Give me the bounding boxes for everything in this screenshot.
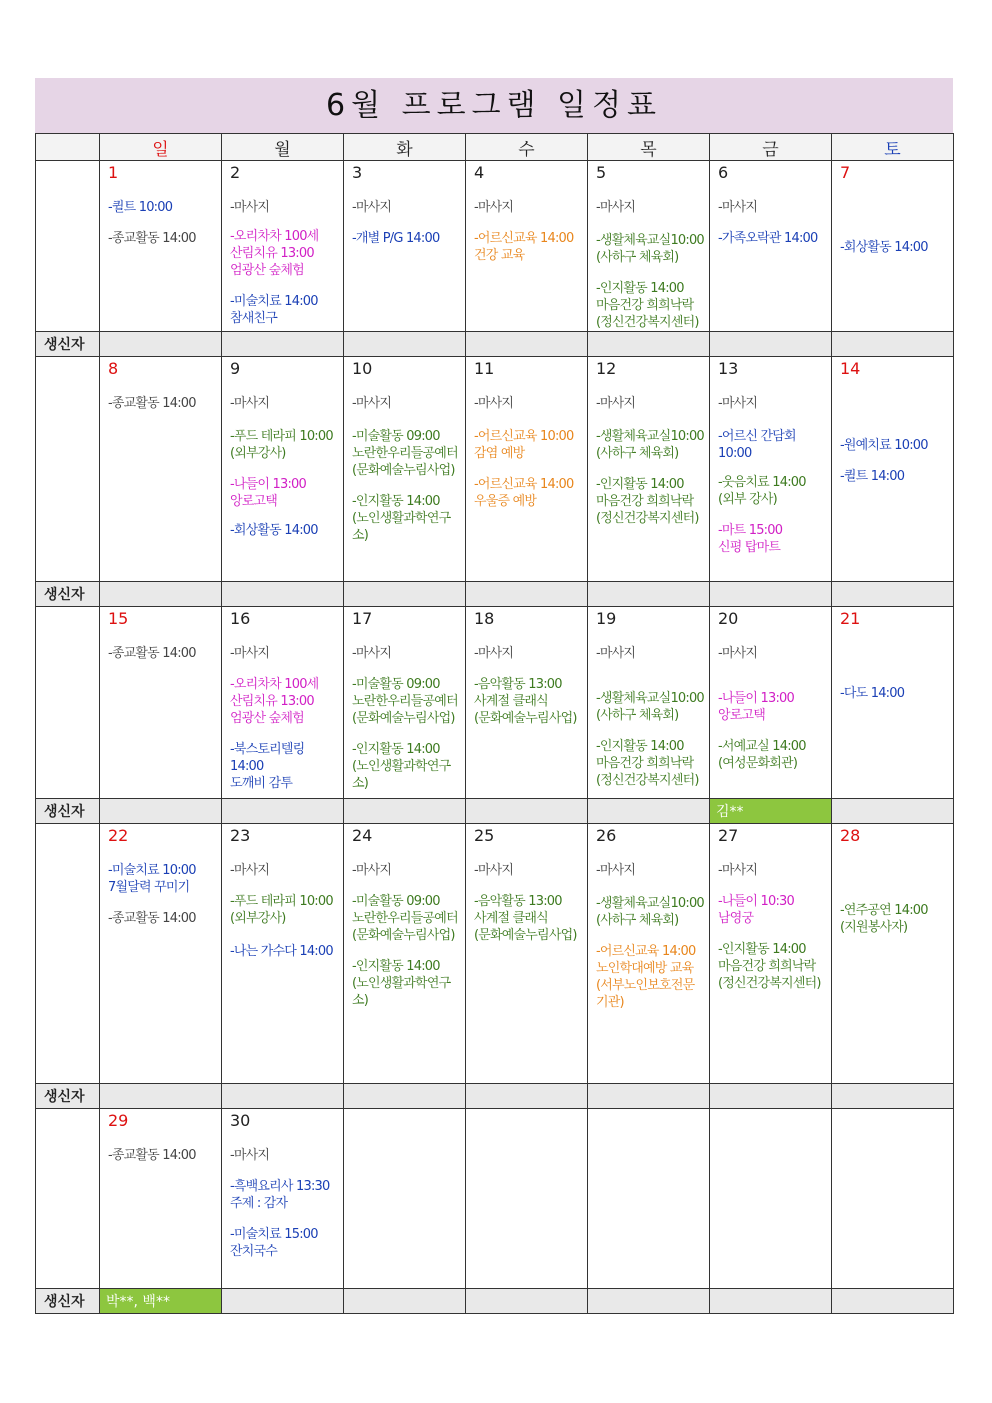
day-cell — [222, 607, 344, 799]
schedule-page — [35, 78, 953, 1314]
event-item: -어르신교육 14:00 우울증 예방 — [474, 477, 574, 509]
day-cell — [588, 161, 710, 332]
weekday-tue: 화 — [344, 134, 466, 161]
day-number: 28 — [840, 826, 861, 845]
birthday-cell — [344, 799, 466, 824]
event-item: -생활체육교실10:00 (사하구 체육회) — [596, 233, 704, 265]
week-label-cell — [36, 161, 100, 332]
birthday-label: 생신자 — [36, 1289, 100, 1314]
event-item: -마사지 — [596, 863, 636, 878]
event-item: -마사지 — [596, 200, 636, 215]
event-item: -흑백요리사 13:30 주제 : 감자 — [230, 1179, 330, 1211]
birthday-cell — [466, 1084, 588, 1109]
day-number: 13 — [718, 359, 739, 378]
event-item: -인지활동 14:00 마음건강 희희낙락 (정신건강복지센터) — [596, 477, 699, 526]
event-item: -마사지 — [352, 863, 392, 878]
event-item: -마사지 — [474, 396, 514, 411]
birthday-cell — [100, 332, 222, 357]
event-item: -연주공연 14:00 (지원봉사자) — [840, 903, 928, 935]
day-cell — [100, 1109, 222, 1289]
day-number: 7 — [840, 163, 851, 182]
day-cell — [100, 357, 222, 582]
event-item: -미술활동 09:00 노란한우리들공예터 (문화예술누림사업) — [352, 894, 458, 943]
event-item: -인지활동 14:00 마음건강 희희낙락 (정신건강복지센터) — [718, 942, 821, 991]
day-cell — [466, 357, 588, 582]
birthday-cell — [588, 332, 710, 357]
birthday-cell — [100, 799, 222, 824]
birthday-cell — [832, 1084, 954, 1109]
birthday-cell — [344, 1289, 466, 1314]
day-number: 2 — [230, 163, 241, 182]
birthday-row — [36, 1289, 954, 1314]
page-title: 6월 프로그램 일정표 — [35, 78, 953, 133]
birthday-row — [36, 1084, 954, 1109]
weekday-wed: 수 — [466, 134, 588, 161]
event-item: -푸드 테라피 10:00 (외부강사) — [230, 894, 333, 926]
event-item: -종교활동 14:00 — [108, 646, 196, 661]
event-item: -회상활동 14:00 — [840, 240, 928, 255]
event-item: -생활체육교실10:00 (사하구 체육회) — [596, 691, 704, 723]
birthday-cell — [710, 1289, 832, 1314]
birthday-cell — [466, 582, 588, 607]
birthday-cell — [832, 1289, 954, 1314]
birthday-row — [36, 332, 954, 357]
day-cell — [710, 1109, 832, 1289]
day-number: 15 — [108, 609, 129, 628]
event-item: -종교활동 14:00 — [108, 911, 196, 926]
day-number — [474, 1111, 587, 1133]
day-cell — [710, 161, 832, 332]
day-number — [596, 1111, 709, 1133]
day-number — [718, 1111, 831, 1133]
event-item: -음악활동 13:00 사계절 클래식 (문화예술누림사업) — [474, 677, 577, 726]
event-item: -북스토리텔링 14:00 도깨비 감투 — [230, 742, 305, 791]
day-cell — [344, 824, 466, 1084]
event-item: -마사지 — [230, 396, 270, 411]
weekday-sat: 토 — [832, 134, 954, 161]
event-item: -마사지 — [718, 200, 758, 215]
week-row — [36, 1109, 954, 1289]
event-item: -마사지 — [352, 396, 392, 411]
event-item: -원예치료 10:00 — [840, 438, 928, 453]
birthday-cell — [100, 1084, 222, 1109]
event-item: -퀼트 10:00 — [108, 200, 173, 215]
day-cell — [832, 161, 954, 332]
calendar-table — [35, 133, 954, 1314]
week-label-cell — [36, 1109, 100, 1289]
day-cell — [832, 1109, 954, 1289]
day-number: 6 — [718, 163, 729, 182]
week-row — [36, 357, 954, 582]
event-item: -어르신교육 14:00 노인학대예방 교육 (서부노인보호전문기관) — [596, 944, 696, 1010]
event-item: -미술치료 10:00 7월달력 꾸미기 — [108, 863, 196, 895]
event-item: -미술활동 09:00 노란한우리들공예터 (문화예술누림사업) — [352, 677, 458, 726]
day-number: 18 — [474, 609, 495, 628]
day-number: 11 — [474, 359, 495, 378]
day-cell — [100, 824, 222, 1084]
event-item: -인지활동 14:00 (노인생활과학연구소) — [352, 742, 451, 791]
day-number: 8 — [108, 359, 119, 378]
event-item: -마사지 — [474, 646, 514, 661]
day-cell — [466, 1109, 588, 1289]
day-cell — [222, 1109, 344, 1289]
birthday-cell — [222, 582, 344, 607]
day-cell — [710, 824, 832, 1084]
day-number: 4 — [474, 163, 485, 182]
day-cell — [344, 357, 466, 582]
birthday-cell — [222, 1084, 344, 1109]
header-corner — [36, 134, 100, 161]
birthday-cell — [710, 332, 832, 357]
day-cell — [222, 161, 344, 332]
week-row — [36, 161, 954, 332]
day-number: 19 — [596, 609, 617, 628]
week-row — [36, 824, 954, 1084]
day-number: 12 — [596, 359, 617, 378]
birthday-row — [36, 582, 954, 607]
event-item: -다도 14:00 — [840, 686, 905, 701]
birthday-label: 생신자 — [36, 582, 100, 607]
event-item: -마사지 — [718, 396, 758, 411]
event-item: -나는 가수다 14:00 — [230, 944, 333, 959]
event-item: -미술활동 09:00 노란한우리들공예터 (문화예술누림사업) — [352, 429, 458, 478]
day-number: 5 — [596, 163, 607, 182]
event-item: -미술치료 15:00 잔치국수 — [230, 1227, 318, 1259]
event-item: -인지활동 14:00 마음건강 희희낙락 (정신건강복지센터) — [596, 281, 699, 330]
birthday-label: 생신자 — [36, 1084, 100, 1109]
event-item: -마사지 — [718, 646, 758, 661]
birthday-cell — [588, 1084, 710, 1109]
event-item: -인지활동 14:00 마음건강 희희낙락 (정신건강복지센터) — [596, 739, 699, 788]
birthday-cell — [466, 799, 588, 824]
birthday-cell — [588, 799, 710, 824]
event-item: -인지활동 14:00 (노인생활과학연구소) — [352, 959, 451, 1008]
birthday-cell — [344, 1084, 466, 1109]
day-number: 9 — [230, 359, 241, 378]
day-number: 27 — [718, 826, 739, 845]
birthday-label: 생신자 — [36, 799, 100, 824]
birthday-row — [36, 799, 954, 824]
event-item: -오리차차 100세 산림치유 13:00 엄광산 숲체험 — [230, 229, 319, 278]
event-item: -종교활동 14:00 — [108, 1148, 196, 1163]
birthday-cell — [222, 332, 344, 357]
weekday-thu: 목 — [588, 134, 710, 161]
event-item: -마사지 — [230, 200, 270, 215]
day-number — [352, 1111, 465, 1133]
event-item: -마사지 — [596, 396, 636, 411]
day-cell — [344, 607, 466, 799]
day-cell — [588, 607, 710, 799]
day-cell — [100, 161, 222, 332]
day-number: 26 — [596, 826, 617, 845]
event-item: -마사지 — [718, 863, 758, 878]
event-item: -인지활동 14:00 (노인생활과학연구소) — [352, 494, 451, 543]
day-cell — [832, 607, 954, 799]
week-label-cell — [36, 607, 100, 799]
event-item: -마사지 — [352, 646, 392, 661]
birthday-cell — [710, 582, 832, 607]
day-cell — [222, 357, 344, 582]
event-item: -마트 15:00 신평 탑마트 — [718, 523, 783, 555]
event-item: -웃음치료 14:00 (외부 강사) — [718, 475, 806, 507]
week-label-cell — [36, 357, 100, 582]
birthday-cell — [710, 1084, 832, 1109]
day-cell — [222, 824, 344, 1084]
day-cell — [344, 161, 466, 332]
day-number: 22 — [108, 826, 129, 845]
event-item: -가족오락관 14:00 — [718, 231, 818, 246]
day-number: 10 — [352, 359, 373, 378]
event-item: -푸드 테라피 10:00 (외부강사) — [230, 429, 333, 461]
event-item: -퀼트 14:00 — [840, 469, 905, 484]
day-cell — [832, 824, 954, 1084]
event-item: -마사지 — [474, 200, 514, 215]
birthday-cell — [832, 582, 954, 607]
birthday-cell — [222, 1289, 344, 1314]
day-cell — [100, 607, 222, 799]
event-item: -마사지 — [596, 646, 636, 661]
birthday-cell: 김** — [710, 799, 832, 824]
day-number: 3 — [352, 163, 363, 182]
event-item: -서예교실 14:00 (여성문화회관) — [718, 739, 806, 771]
day-cell — [466, 824, 588, 1084]
day-number — [840, 1111, 953, 1133]
birthday-cell — [832, 799, 954, 824]
birthday-label: 생신자 — [36, 332, 100, 357]
event-item: -어르신교육 10:00 감염 예방 — [474, 429, 574, 461]
birthday-cell — [466, 1289, 588, 1314]
day-number: 30 — [230, 1111, 251, 1130]
event-item: -나들이 10:30 남영궁 — [718, 894, 794, 926]
event-item: -나들이 13:00 앙로고택 — [230, 477, 306, 509]
day-cell — [588, 824, 710, 1084]
event-item: -생활체육교실10:00 (사하구 체육회) — [596, 896, 704, 928]
birthday-cell — [100, 582, 222, 607]
event-item: -어르신 간담회 10:00 — [718, 429, 796, 461]
day-number: 21 — [840, 609, 861, 628]
day-number: 25 — [474, 826, 495, 845]
event-item: -종교활동 14:00 — [108, 396, 196, 411]
birthday-cell — [588, 582, 710, 607]
day-number: 20 — [718, 609, 739, 628]
event-item: -마사지 — [230, 1148, 270, 1163]
weekday-fri: 금 — [710, 134, 832, 161]
day-number: 17 — [352, 609, 373, 628]
event-item: -마사지 — [352, 200, 392, 215]
weekday-mon: 월 — [222, 134, 344, 161]
day-number: 16 — [230, 609, 251, 628]
event-item: -마사지 — [230, 863, 270, 878]
birthday-cell — [344, 332, 466, 357]
day-cell — [466, 607, 588, 799]
event-item: -생활체육교실10:00 (사하구 체육회) — [596, 429, 704, 461]
week-row — [36, 607, 954, 799]
event-item: -나들이 13:00 앙로고택 — [718, 691, 794, 723]
day-number: 24 — [352, 826, 373, 845]
day-number: 29 — [108, 1111, 129, 1130]
event-item: -음악활동 13:00 사계절 클래식 (문화예술누림사업) — [474, 894, 577, 943]
event-item: -종교활동 14:00 — [108, 231, 196, 246]
week-label-cell — [36, 824, 100, 1084]
day-cell — [588, 1109, 710, 1289]
event-item: -회상활동 14:00 — [230, 523, 318, 538]
day-cell — [588, 357, 710, 582]
day-number: 1 — [108, 163, 119, 182]
birthday-cell — [222, 799, 344, 824]
day-number: 14 — [840, 359, 861, 378]
day-cell — [466, 161, 588, 332]
event-item: -마사지 — [230, 646, 270, 661]
day-cell — [344, 1109, 466, 1289]
birthday-cell: 박**, 백** — [100, 1289, 222, 1314]
event-item: -오리차차 100세 산림치유 13:00 엄광산 숲체험 — [230, 677, 319, 726]
event-item: -미술치료 14:00 참새친구 — [230, 294, 318, 326]
day-cell — [710, 607, 832, 799]
birthday-cell — [588, 1289, 710, 1314]
birthday-cell — [832, 332, 954, 357]
event-item: -마사지 — [474, 863, 514, 878]
birthday-cell — [466, 332, 588, 357]
weekday-sun: 일 — [100, 134, 222, 161]
birthday-cell — [344, 582, 466, 607]
event-item: -어르신교육 14:00 건강 교육 — [474, 231, 574, 263]
day-cell — [710, 357, 832, 582]
weekday-header-row — [36, 134, 954, 161]
day-number: 23 — [230, 826, 251, 845]
day-cell — [832, 357, 954, 582]
event-item: -개별 P/G 14:00 — [352, 231, 440, 246]
